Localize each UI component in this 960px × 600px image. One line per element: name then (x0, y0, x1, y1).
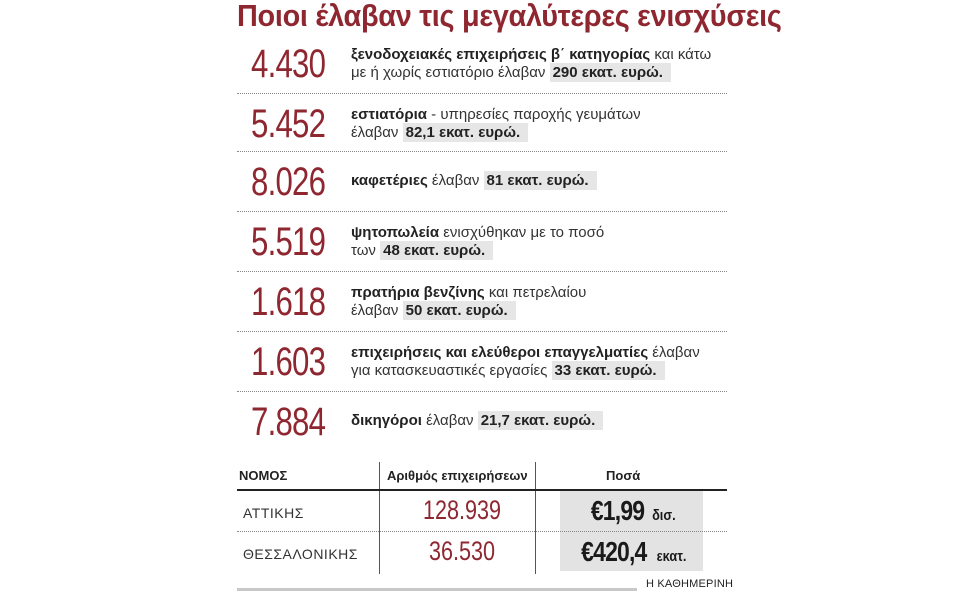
item-description (351, 172, 597, 190)
item-description (351, 344, 700, 380)
item-amount: 81 εκατ. ευρώ. (484, 171, 597, 190)
item-description (351, 284, 586, 320)
item-count: 8.026 (251, 160, 326, 204)
item-category: επιχειρήσεις και ελεύθεροι επαγγελματίες (351, 344, 649, 361)
list-item (237, 102, 727, 152)
item-count: 4.430 (251, 42, 326, 86)
item-category: εστιατόρια (351, 106, 427, 123)
amount-unit: εκατ. (656, 548, 687, 565)
footer-bar (237, 588, 637, 591)
item-description (351, 224, 604, 260)
item-description (351, 106, 641, 142)
item-text: με ή χωρίς εστιατόριο έλαβαν (351, 64, 546, 81)
item-text: έλαβαν (351, 124, 399, 141)
column-header-count: Αριθμός επιχειρήσεων (387, 468, 528, 483)
divider (237, 271, 727, 272)
item-text: ενισχύθηκαν με το ποσό (439, 224, 605, 241)
column-header-amount: Ποσά (606, 468, 641, 483)
item-amount: 21,7 εκατ. ευρώ. (478, 411, 604, 430)
list-item (237, 42, 727, 94)
table-row (237, 491, 727, 531)
column-header-province: ΝΟΜΟΣ (239, 468, 288, 483)
item-text: έλαβαν (648, 344, 700, 361)
business-count: 128.939 (422, 495, 502, 525)
item-category: ψητοπωλεία (351, 224, 440, 241)
province-name: ΘΕΣΣΑΛΟΝΙΚΗΣ (243, 546, 358, 562)
item-amount: 48 εκατ. ευρώ. (380, 241, 493, 260)
divider (237, 93, 727, 94)
list-item (237, 400, 727, 445)
province-name: ΑΤΤΙΚΗΣ (243, 505, 304, 521)
item-text: έλαβαν (351, 302, 399, 319)
item-text: και κάτω (650, 46, 712, 63)
item-text: των (351, 242, 376, 259)
divider (237, 211, 727, 212)
item-text: έλαβαν (427, 172, 480, 189)
item-text: - υπηρεσίες παροχής γευμάτων (427, 106, 641, 123)
item-amount: 290 εκατ. ευρώ. (550, 63, 671, 82)
list-item (237, 160, 727, 205)
item-count: 1.603 (251, 340, 326, 384)
item-text: και πετρελαίου (484, 284, 587, 301)
item-category: πρατήρια βενζίνης (351, 284, 485, 301)
list-item (237, 340, 727, 390)
item-text: έλαβαν (421, 412, 474, 429)
item-count: 7.884 (251, 400, 326, 444)
item-description (351, 46, 711, 82)
divider (237, 151, 727, 152)
item-description (351, 412, 603, 430)
item-category: καφετέριες (351, 172, 428, 189)
source-credit: Η ΚΑΘΗΜΕΡΙΝΗ (646, 578, 734, 590)
item-amount: 82,1 εκατ. ευρώ. (403, 123, 529, 142)
business-count: 36.530 (428, 536, 496, 566)
divider (237, 331, 727, 332)
item-count: 5.452 (251, 102, 326, 146)
table-row (237, 532, 727, 572)
amount-value (560, 536, 703, 568)
item-category: δικηγόροι (351, 412, 422, 429)
item-amount: 33 εκατ. ευρώ. (552, 361, 665, 380)
amount-number: €1,99 (590, 495, 645, 526)
item-category: ξενοδοχειακές επιχειρήσεις β΄ κατηγορίας (351, 46, 651, 63)
list-item (237, 280, 727, 330)
divider (237, 391, 727, 392)
item-count: 1.618 (251, 280, 326, 324)
item-count: 5.519 (251, 220, 326, 264)
amount-value (560, 495, 703, 527)
amount-unit: δισ. (652, 507, 676, 524)
amount-number: €420,4 (581, 536, 647, 567)
infographic-title: Ποιοι έλαβαν τις μεγαλύτερες ενισχύσεις (237, 0, 782, 33)
item-text: για κατασκευαστικές εργασίες (351, 362, 548, 379)
list-item (237, 220, 727, 270)
item-amount: 50 εκατ. ευρώ. (403, 301, 516, 320)
